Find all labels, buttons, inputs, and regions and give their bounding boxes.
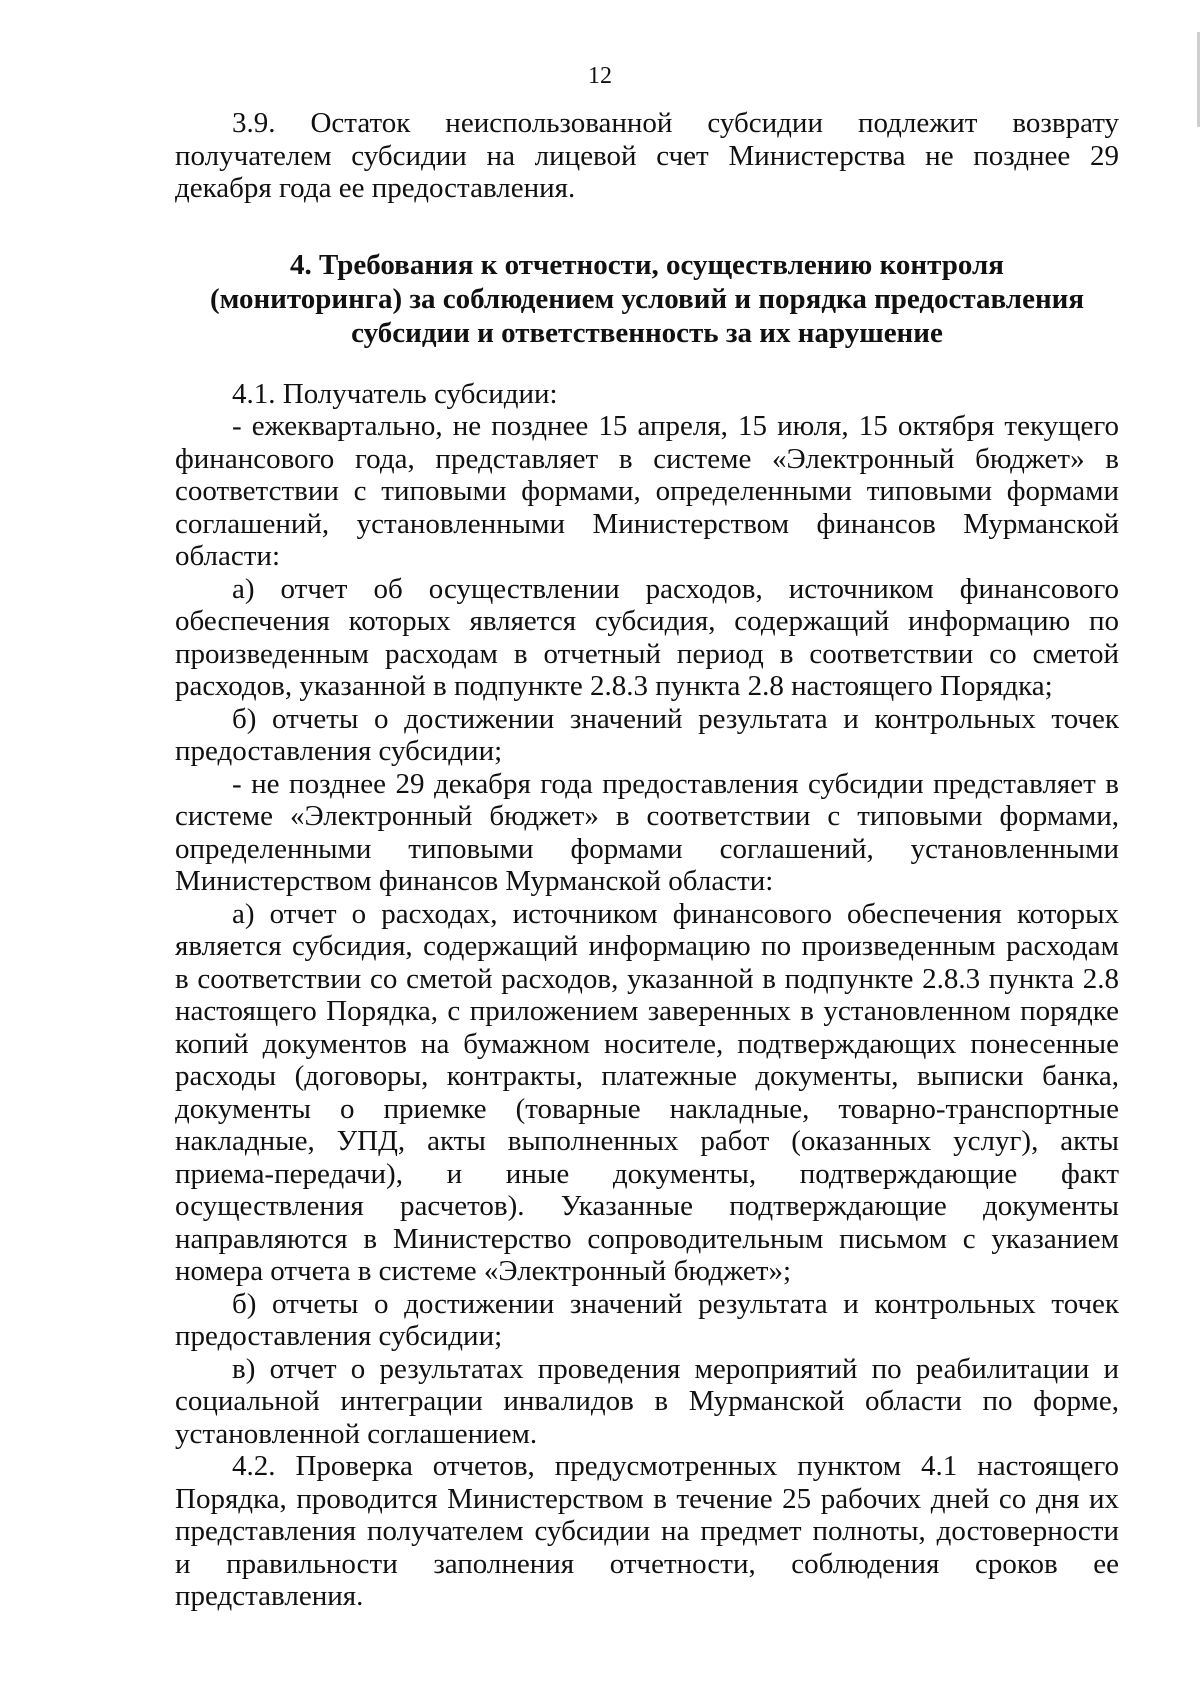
page-number: 12	[588, 63, 612, 89]
paragraph-3-9: 3.9. Остаток неиспользованной субсидии подлежит возврату получателем субсидии на лицевой счет Министерства не позднее 29 декабря года ее предоставления.	[175, 107, 1119, 204]
paragraph-quarterly: - ежеквартально, не позднее 15 апреля, 15 июля, 15 октября текущего финансового года, представляет в системе «Электронный бюджет» в соответствии с типовыми формами, определенными типовыми формами соглашений, установленными Министерством финансов Мурманской области:	[175, 410, 1119, 572]
paragraph-annual-v: в) отчет о результатах проведения мероприятий по реабилитации и социальной интеграции инвалидов в Мурманской области по форме, установленной соглашением.	[175, 1352, 1119, 1450]
paragraph-annual: - не позднее 29 декабря года предоставления субсидии представляет в системе «Электронный бюджет» в соответствии с типовыми формами, определенными типовыми формами соглашений, установленными Министерством финансов Мурманской области:	[175, 767, 1119, 897]
section-heading-line-3: субсидии и ответственность за их нарушение	[351, 316, 943, 349]
paragraph-4-2: 4.2. Проверка отчетов, предусмотренных пунктом 4.1 настоящего Порядка, проводится Министерством в течение 25 рабочих дней со дня их представления получателем субсидии на предмет полноты, достоверности и правильности заполнения отчетности, соблюдения сроков ее представления.	[175, 1450, 1119, 1612]
section-heading	[175, 248, 1119, 350]
paragraph-annual-a: а) отчет о расходах, источником финансового обеспечения которых является субсидия, содержащий информацию по произведенным расходам в соответствии со сметой расходов, указанной в подпункте 2.8.3 пункта 2.8 настоящего Порядка, с приложением заверенных в установленном порядке копий документов на бумажном носителе, подтверждающих понесенные расходы (договоры, контракты, платежные документы, выписки банка, документы о приемке (товарные накладные, товарно-транспортные накладные, УПД, акты выполненных работ (оказанных услуг), акты приема-передачи), и иные документы, подтверждающие факт осуществления расчетов). Указанные подтверждающие документы направляются в Министерство сопроводительным письмом с указанием номера отчета в системе «Электронный бюджет»;	[175, 897, 1119, 1287]
section-heading-line-2: (мониторинга) за соблюдением условий и порядка предоставления	[209, 282, 1085, 315]
section-heading-line-1: 4. Требования к отчетности, осуществлению контроля	[290, 248, 1004, 281]
paragraph-annual-b: б) отчеты о достижении значений результата и контрольных точек предоставления субсидии;	[175, 1287, 1119, 1352]
document-body	[175, 107, 1119, 1613]
paragraph-quarterly-a: а) отчет об осуществлении расходов, источником финансового обеспечения которых является субсидия, содержащий информацию по произведенным расходам в отчетный период в соответствии со сметой расходов, указанной в подпункте 2.8.3 пункта 2.8 настоящего Порядка;	[175, 572, 1119, 702]
paragraph-4-1: 4.1. Получатель субсидии:	[232, 377, 558, 410]
paragraph-quarterly-b: б) отчеты о достижении значений результата и контрольных точек предоставления субсидии;	[175, 702, 1119, 767]
